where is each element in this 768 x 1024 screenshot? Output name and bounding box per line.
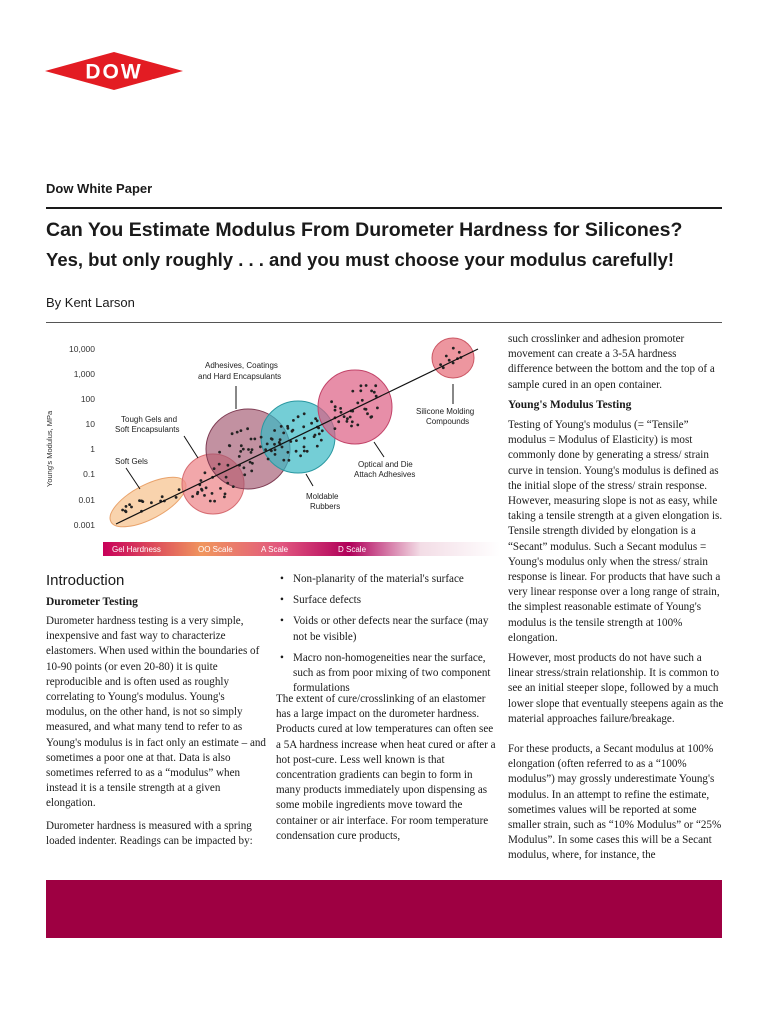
y-tick-labels: [69, 344, 95, 530]
data-point: [125, 505, 128, 508]
data-point: [302, 425, 305, 428]
modulus-chart: [44, 334, 500, 564]
leader-optical: [374, 442, 384, 457]
data-point: [337, 420, 340, 423]
data-point: [343, 415, 346, 418]
data-point: [204, 471, 207, 474]
data-point: [227, 464, 230, 467]
data-point: [266, 443, 269, 446]
data-point: [250, 438, 253, 441]
data-point: [366, 412, 369, 415]
leader-tough-gels: [184, 436, 198, 458]
data-point: [448, 359, 451, 362]
data-point: [236, 431, 239, 434]
data-point: [376, 407, 379, 410]
data-point: [295, 450, 298, 453]
data-point: [374, 384, 377, 387]
data-point: [282, 432, 285, 435]
data-point: [178, 488, 181, 491]
data-point: [349, 416, 352, 419]
data-point: [250, 451, 253, 454]
data-point: [238, 455, 241, 458]
scale-a: A Scale: [261, 545, 289, 554]
y-axis-title: Young's Modulus, MPa: [45, 410, 54, 487]
data-point: [239, 450, 242, 453]
data-point: [320, 439, 323, 442]
data-point: [240, 429, 243, 432]
data-point: [218, 451, 221, 454]
registered-mark: ®: [151, 80, 156, 86]
region-molding-compounds: [432, 338, 474, 378]
data-point: [246, 427, 249, 430]
region-soft-gels: [103, 467, 193, 536]
data-point: [213, 467, 216, 470]
data-point: [161, 495, 164, 498]
y-tick-1: 1: [90, 444, 95, 454]
label-adhesives-1: Adhesives, Coatings: [205, 361, 278, 370]
data-point: [458, 351, 461, 354]
data-point: [299, 454, 302, 457]
data-point: [314, 417, 317, 420]
scale-oo: OO Scale: [198, 545, 233, 554]
data-point: [205, 486, 208, 489]
data-point: [203, 494, 206, 497]
region-optical-die: [318, 370, 392, 444]
data-point: [225, 476, 228, 479]
data-point: [318, 433, 321, 436]
data-point: [232, 485, 235, 488]
y-tick-10: 10: [85, 419, 95, 429]
data-point: [340, 411, 343, 414]
data-point: [365, 408, 368, 411]
data-point: [121, 509, 124, 512]
logo-text: DOW: [85, 60, 143, 84]
data-point: [346, 417, 349, 420]
data-point: [334, 409, 337, 412]
data-point: [356, 424, 359, 427]
regions: [103, 338, 474, 537]
data-point: [213, 500, 216, 503]
data-point: [339, 407, 342, 410]
leader-moldable: [306, 474, 313, 486]
data-point: [200, 479, 203, 482]
data-point: [175, 496, 178, 499]
data-point: [219, 487, 222, 490]
data-point: [287, 427, 290, 430]
data-point: [278, 441, 281, 444]
label-optical-2: Attach Adhesives: [354, 470, 416, 479]
label-tough-gels-2: Soft Encapsulants: [115, 425, 180, 434]
data-point: [303, 412, 306, 415]
durometer-paragraph-2: Durometer hardness is measured with a spring loaded indenter. Readings can be impacted by:: [46, 820, 253, 848]
data-point: [138, 499, 141, 502]
data-point: [356, 402, 359, 405]
data-point: [361, 399, 364, 402]
data-point: [365, 384, 368, 387]
data-point: [292, 429, 295, 432]
header-rule: [46, 207, 722, 209]
hardness-scale-bar: [103, 542, 500, 556]
cure-paragraph: The extent of cure/crosslinking of an elastomer has a large impact on the durometer hardness. Products cured at low temperatures can often see a 5A hardness increase when heat cured or after a hot post-cure. Less well known is that concentration gradients can begin to form in many products immediately upon dispensing as some mobile ingredients move toward the container or air interface. For room temperature condensation cure products,: [276, 693, 496, 842]
label-molding-2: Compounds: [426, 417, 470, 426]
list-item: • Surface defects: [278, 593, 496, 608]
data-point: [240, 444, 243, 447]
data-point: [359, 389, 362, 392]
data-point: [439, 363, 442, 366]
byline: By Kent Larson: [46, 295, 135, 310]
data-point: [330, 400, 333, 403]
label-adhesives-2: and Hard Encapsulants: [198, 372, 282, 381]
data-point: [351, 390, 354, 393]
data-point: [295, 439, 298, 442]
data-point: [191, 495, 194, 498]
data-point: [321, 429, 324, 432]
data-point: [224, 493, 227, 496]
data-point: [303, 437, 306, 440]
data-point: [125, 510, 128, 513]
data-point: [270, 437, 273, 440]
data-point: [310, 422, 313, 425]
impact-list: [278, 572, 496, 702]
data-point: [209, 500, 212, 503]
scale-d: D Scale: [338, 545, 367, 554]
label-optical-1: Optical and Die: [358, 460, 413, 469]
label-soft-gels: Soft Gels: [115, 457, 148, 466]
list-item: • Voids or other defects near the surface (may not be visible): [278, 614, 496, 644]
data-point: [223, 496, 226, 499]
label-moldable-2: Rubbers: [310, 502, 341, 511]
label-moldable-1: Moldable: [306, 492, 339, 501]
crosslinker-paragraph: such crosslinker and adhesion promoter movement can create a 3-5A hardness difference between the bottom and the top of a sample cured in an open container.: [508, 333, 715, 391]
data-point: [287, 451, 290, 454]
leader-soft-gels: [126, 468, 140, 489]
data-point: [360, 384, 363, 387]
data-point: [288, 459, 291, 462]
data-point: [242, 448, 245, 451]
data-point: [280, 425, 283, 428]
data-point: [373, 391, 376, 394]
data-point: [211, 492, 214, 495]
data-point: [370, 390, 373, 393]
data-point: [200, 488, 203, 491]
data-point: [150, 501, 153, 504]
data-point: [253, 438, 256, 441]
intro-heading: Introduction: [46, 572, 125, 589]
data-point: [314, 434, 317, 437]
data-point: [452, 347, 455, 350]
data-point: [445, 355, 448, 358]
data-point: [273, 443, 276, 446]
y-tick-0.01: 0.01: [78, 495, 95, 505]
label-tough-gels-1: Tough Gels and: [121, 415, 178, 424]
data-point: [281, 446, 284, 449]
durometer-heading: Durometer Testing: [46, 596, 138, 608]
data-point: [251, 448, 254, 451]
data-point: [130, 506, 133, 509]
page-title: Can You Estimate Modulus From Durometer Hardness for Silicones?: [46, 219, 683, 241]
list-item: • Macro non-homogeneities near the surface, such as from poor mixing of two component formulations: [278, 651, 496, 697]
data-point: [250, 470, 253, 473]
footer-band: [46, 880, 722, 938]
youngs-paragraph-1: Testing of Young's modulus (= “Tensile” modulus = Modulus of Elasticity) is most commonly done by generating a stress/ strain curve in tension. Young's modulus is defined as the initial slope of the stress/ strain response. However, measuring slope is not as easy, while taking a tensile strength at a given elongation is. Tensile strength divided by elongation is a “Secant” modulus. Such a Secant modulus = Young's modulus only when the stress/ strain response is linear. For products that have such a very linear response over a long range of strain, the simplest reasonable estimate of Young's modulus is the tensile strength at 100% elongation.: [508, 419, 723, 644]
y-tick-100: 100: [80, 394, 95, 404]
data-point: [196, 491, 199, 494]
data-point: [128, 503, 131, 506]
data-point: [243, 466, 246, 469]
data-point: [306, 450, 309, 453]
youngs-modulus-heading: Young's Modulus Testing: [508, 399, 632, 411]
page-subtitle: Yes, but only roughly . . . and you must choose your modulus carefully!: [46, 249, 675, 270]
data-point: [346, 420, 349, 423]
y-tick-10000: 10,000: [69, 344, 95, 354]
byline-rule: [46, 322, 722, 323]
y-tick-1000: 1,000: [73, 369, 95, 379]
trend-line: [116, 349, 478, 524]
data-point: [351, 420, 354, 423]
y-tick-0.1: 0.1: [83, 469, 95, 479]
data-point: [228, 444, 231, 447]
youngs-paragraph-2: However, most products do not have such a linear stress/strain relationship. It is common to see an initial steeper slope, followed by a much lower slope that eventually steepens again as the material approaches failure/breakage.: [508, 652, 724, 725]
list-item: • Non-planarity of the material's surface: [278, 572, 496, 587]
data-point: [370, 416, 373, 419]
kicker: Dow White Paper: [46, 181, 153, 196]
label-molding-1: Silicone Molding: [416, 407, 475, 416]
data-point: [247, 448, 250, 451]
youngs-paragraph-3: For these products, a Secant modulus at 100% elongation (often referred to as a “100% modulus”) may grossly underestimate Young's modulus. In an attempt to refine the estimate, sometimes values will be reported at some smaller strain, such as “10% Modulus” or “25% Modulus”. In some cases this will be a Secant modulus, where, for instance, the: [508, 743, 722, 862]
y-tick-0.001: 0.001: [73, 520, 95, 530]
data-point: [267, 458, 270, 461]
scale-gel-hardness: Gel Hardness: [112, 545, 161, 554]
data-point: [273, 429, 276, 432]
data-point: [334, 405, 337, 408]
durometer-paragraph-1: Durometer hardness testing is a very simple, inexpensive and fast way to characterize elastomers. When used within the boundaries of 10-90 points (or even 20-80) it is quite reproducible and is often used as roughly correlating to Young's modulus. Young's modulus, on the other hand, is not so simply measured, and what many tend to refer to as Young's modulus is in fact only an estimate – and sometimes a poor one at that. Data is also sometimes referred to as a “modulus” when instead it is a tensile strength at a given elongation.: [46, 615, 266, 810]
data-point: [259, 445, 262, 448]
data-point: [274, 453, 277, 456]
data-point: [218, 463, 221, 466]
data-point: [226, 482, 229, 485]
data-point: [350, 425, 353, 428]
data-point: [243, 473, 246, 476]
data-point: [260, 436, 263, 439]
data-point: [274, 448, 277, 451]
data-point: [282, 459, 285, 462]
dow-logo: [45, 52, 183, 90]
data-point: [316, 445, 319, 448]
data-point: [303, 450, 306, 453]
data-point: [334, 427, 337, 430]
data-point: [297, 415, 300, 418]
data-point: [249, 461, 252, 464]
data-point: [292, 419, 295, 422]
data-point: [303, 446, 306, 449]
data-point: [279, 438, 282, 441]
data-point: [231, 432, 234, 435]
